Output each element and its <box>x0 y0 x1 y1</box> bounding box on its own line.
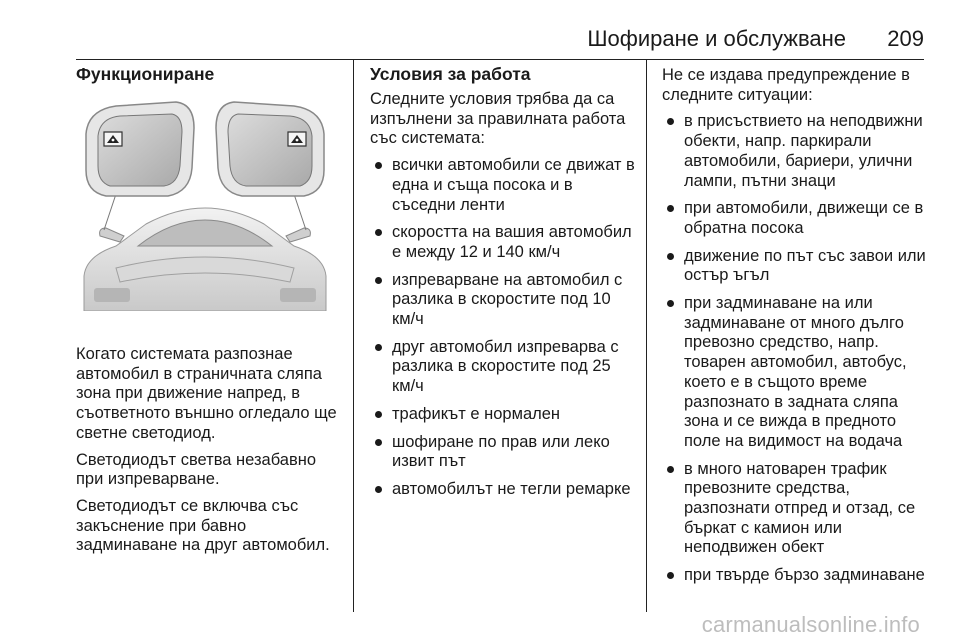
column-divider-2 <box>646 60 647 612</box>
conditions-intro: Следните условия трябва да са изпълнени за правилната работа със системата: <box>370 90 626 148</box>
list-item: движение по път със завои или остър ъгъл <box>662 247 930 286</box>
list-item: трафикът е нормален <box>370 405 638 425</box>
section-heading-operation: Функциониране <box>76 64 215 84</box>
conditions-list <box>370 156 638 500</box>
list-item: в присъствието на неподвижни обекти, напр. паркирали автомобили, бариери, улични лампи, пътни знаци <box>662 112 930 191</box>
column-divider-1 <box>353 60 354 612</box>
list-item: автомобилът не тегли ремарке <box>370 480 638 500</box>
list-item: изпреварване на автомобил с разлика в скоростите под 10 км/ч <box>370 271 638 330</box>
list-item: друг автомобил изпреварва с разлика в скоростите под 25 км/ч <box>370 338 638 397</box>
paragraph-1: Когато системата разпознае автомобил в страничната сляпа зона при движение напред, в съответното външно огледало ще светне светодиод. <box>76 345 337 442</box>
no-warning-intro: Не се издава предупреждение в следните ситуации: <box>662 66 910 104</box>
header-title: Шофиране и обслужване <box>587 26 846 51</box>
list-item: скоростта на вашия автомобил е между 12 и 140 км/ч <box>370 223 638 262</box>
list-item: при твърде бързо задминаване <box>662 566 930 586</box>
column-operating-conditions <box>370 64 638 508</box>
header-rule <box>76 59 924 60</box>
column-operation <box>76 64 346 563</box>
list-item: при автомобили, движещи се в обратна посока <box>662 199 930 238</box>
list-item: шофиране по прав или леко извит път <box>370 433 638 472</box>
section-heading-conditions: Условия за работа <box>370 64 531 84</box>
paragraph-3: Светодиодът се включва със закъснение при бавно задминаване на друг автомобил. <box>76 496 330 555</box>
column-no-warning <box>662 66 930 594</box>
paragraph-2: Светодиодът светва незабавно при изпреварване. <box>76 450 317 489</box>
page-header <box>78 26 924 52</box>
no-warning-list <box>662 112 930 585</box>
side-mirror-warning-illustration-icon <box>76 96 334 311</box>
page-number: 209 <box>887 26 924 51</box>
list-item: при задминаване на или задминаване от много дълго превозно средство, напр. товарен автомобил, автобус, което е в същото време разпознато в задната сляпа зона и се вижда в предното поле на видимост на водача <box>662 294 930 452</box>
list-item: всички автомобили се движат в една и съща посока и в съседни ленти <box>370 156 638 215</box>
list-item: в много натоварен трафик превозните средства, разпознати отпред и отзад, се бъркат с камион или неподвижен обект <box>662 460 930 559</box>
watermark: carmanualsonline.info <box>701 612 920 637</box>
